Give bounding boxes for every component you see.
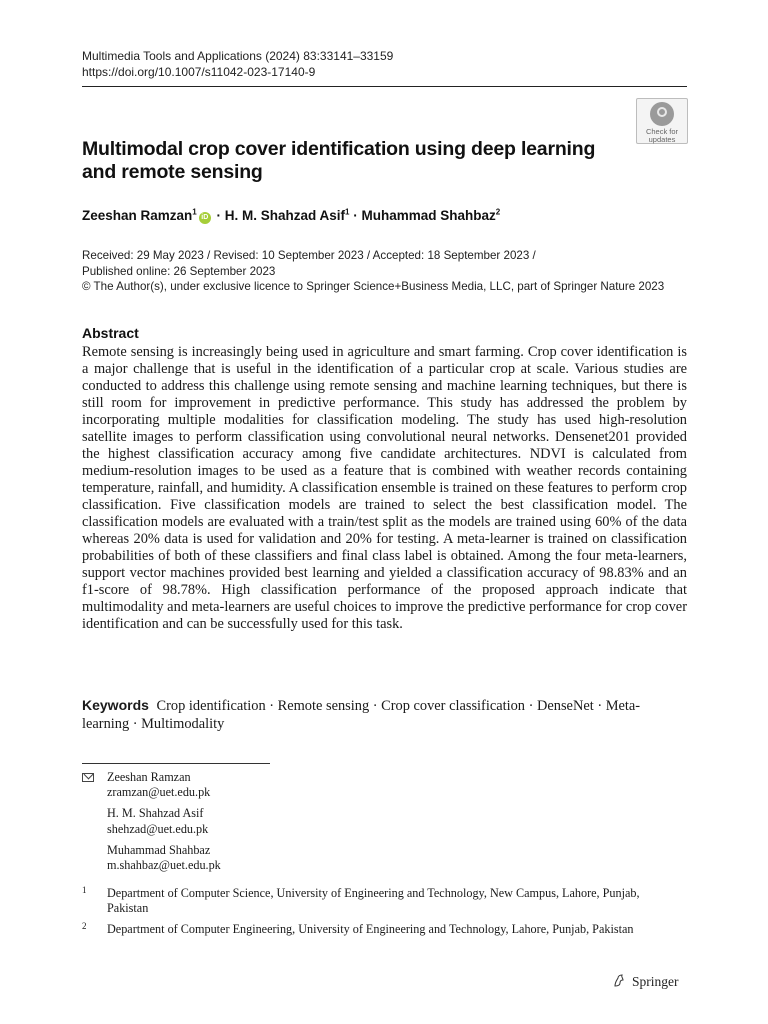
affiliation-1 — [82, 886, 682, 916]
contact-name: H. M. Shahzad Asif — [107, 806, 204, 821]
affiliation-2 — [82, 922, 682, 937]
author-affil-sup: 1 — [345, 207, 350, 217]
keywords-text: Crop identification · Remote sensing · Crop cover classification · DenseNet · Meta-learning · Multimodality — [82, 698, 641, 732]
footnote-rule — [82, 763, 270, 764]
journal-citation: Multimedia Tools and Applications (2024) 83:33141–33159 — [82, 49, 394, 63]
check-for-updates-badge[interactable] — [636, 98, 688, 144]
author-name: H. M. Shahzad Asif — [224, 208, 346, 223]
author-name: Zeeshan Ramzan — [82, 208, 193, 223]
author-affil-sup: 2 — [495, 207, 501, 217]
check-for-updates-icon — [650, 102, 674, 126]
contact-email[interactable]: m.shahbaz@uet.edu.pk — [107, 858, 221, 873]
orcid-icon[interactable]: iD — [199, 212, 211, 224]
affiliation-text: Department of Computer Engineering, University of Engineering and Technology, Lahore, Punjab, Pakistan — [107, 922, 634, 936]
publisher-name: Springer — [632, 974, 679, 989]
copyright-line: © The Author(s), under exclusive licence to Springer Science+Business Media, LLC, part of Springer Nature 2023 — [82, 280, 665, 293]
keywords-label: Keywords — [82, 697, 149, 713]
contact-entry — [107, 843, 221, 873]
author-separator: · — [212, 208, 225, 223]
contact-entry — [107, 770, 221, 800]
abstract-text: Remote sensing is increasingly being used in agriculture and smart farming. Crop cover identification is a major challenge that is useful in the identification of a particular crop at scale. Various studies are conducted to address this challenge using remote sensing and machine learning techniques, but there is still room for improvement in predictive performance. This study has addressed the problem by incorporating multiple modalities for classification modeling. The study has used high-resolution satellite images to perform classification using convolutional neural networks. Densenet201 provided the highest classification accuracy among five candidate architectures. NDVI is calculated from medium-resolution images to be used as a feature that is combined with weather records containing temperature, rainfall, and humidity. A classification ensemble is trained on these features to perform crop classification. Five classification models are trained to select the best classification model. The classification models are evaluated with a train/test split as the models are trained using 60% of the data whereas 20% data is used for validation and 20% for testing. A meta-learner is trained on classification probabilities of both of these classifiers and final class label is obtained. Among the four meta-learners, support vector machines provided best learning and yielded a classification accuracy of 98.83% and an f1-score of 98.78%. High classification performance of the proposed approach indicate that multimodality and meta-learners are useful choices to improve the predictive performance for crop cover identification and can be successfully used for this task. — [82, 344, 687, 632]
abstract-heading: Abstract — [82, 325, 139, 341]
contact-name: Muhammad Shahbaz — [107, 842, 211, 857]
author-list — [82, 207, 500, 225]
author-affil-sup: 1 — [192, 207, 197, 217]
paper-title: Multimodal crop cover identification using deep learning and remote sensing — [82, 138, 596, 183]
header-rule — [82, 86, 687, 87]
contact-list — [107, 770, 221, 879]
publisher-logo — [612, 974, 679, 990]
contact-email[interactable]: shehzad@uet.edu.pk — [107, 821, 209, 836]
author-separator: · — [349, 208, 362, 223]
keywords — [82, 696, 687, 733]
contact-entry — [107, 806, 221, 836]
badge-label-1: Check for — [645, 127, 679, 136]
affiliation-number: 2 — [82, 921, 87, 931]
springer-horse-icon — [612, 974, 626, 988]
doi-link[interactable]: https://doi.org/10.1007/s11042-023-17140-9 — [82, 65, 316, 79]
mail-icon — [82, 773, 94, 782]
affiliation-number: 1 — [82, 885, 87, 895]
publication-dates — [82, 248, 692, 295]
author-name: Muhammad Shahbaz — [361, 208, 496, 223]
badge-label-2: updates — [648, 135, 676, 144]
journal-header — [82, 48, 393, 80]
dates-line: Received: 29 May 2023 / Revised: 10 September 2023 / Accepted: 18 September 2023 / — [82, 249, 536, 262]
dates-line: Published online: 26 September 2023 — [82, 264, 276, 278]
contact-name: Zeeshan Ramzan — [107, 770, 191, 784]
contact-email[interactable]: zramzan@uet.edu.pk — [107, 785, 211, 800]
affiliation-text: Department of Computer Science, University of Engineering and Technology, New Campus, Lahore, Punjab, Pakistan — [107, 886, 640, 916]
